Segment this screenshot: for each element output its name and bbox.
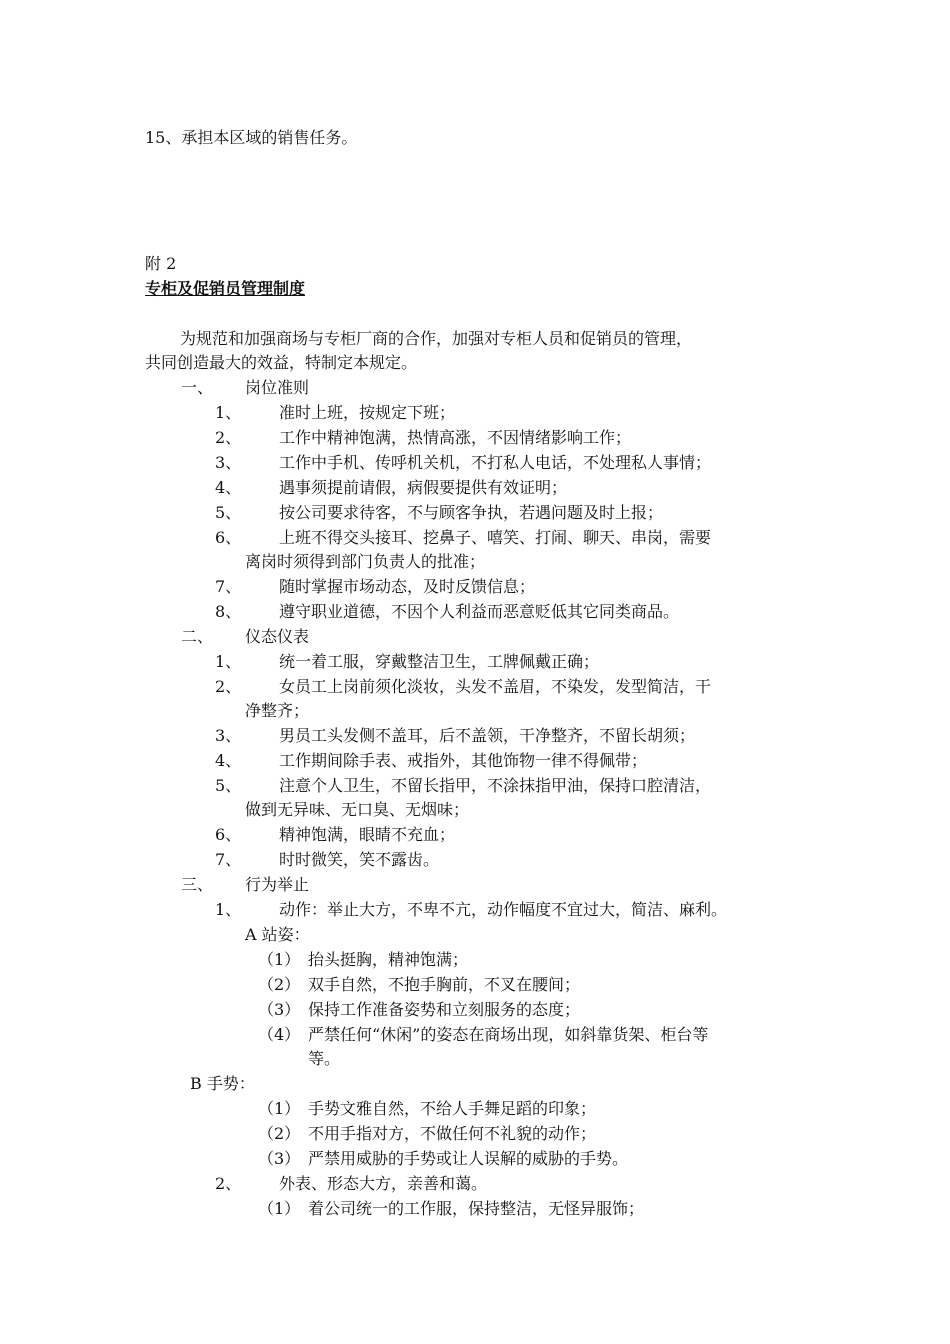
a-item-1-number: （1） bbox=[258, 950, 301, 969]
b-item-2-text: 不用手指对方，不做任何不礼貌的动作； bbox=[308, 1124, 597, 1143]
intro-line-1: 为规范和加强商场与专柜厂商的合作，加强对专柜人员和促销员的管理， bbox=[180, 329, 693, 348]
s1-item-6-number: 6、 bbox=[215, 528, 242, 547]
s1-item-7-number: 7、 bbox=[215, 577, 242, 596]
s2-item-6-text: 精神饱满，眼睛不充血； bbox=[279, 825, 456, 844]
s1-item-4-number: 4、 bbox=[215, 478, 242, 497]
a-item-3-number: （3） bbox=[258, 1000, 301, 1019]
s2-item-3-number: 3、 bbox=[215, 726, 242, 745]
s1-item-6-text-cont: 离岗时须得到部门负责人的批准； bbox=[245, 552, 486, 571]
a-item-1-text: 抬头挺胸，精神饱满； bbox=[308, 950, 469, 969]
s2-item-1-text: 统一着工服，穿戴整洁卫生，工牌佩戴正确； bbox=[279, 652, 600, 671]
a-item-4-number: （4） bbox=[258, 1025, 301, 1044]
standing-posture-label: A 站姿： bbox=[245, 925, 310, 944]
b-item-3-number: （3） bbox=[258, 1149, 301, 1168]
s2-item-5-text-cont: 做到无异味、无口臭、无烟味； bbox=[245, 800, 470, 819]
document-title: 专柜及促销员管理制度 bbox=[145, 279, 306, 298]
intro-line-2: 共同创造最大的效益，特制定本规定。 bbox=[145, 353, 418, 372]
s2-item-3-text: 男员工头发侧不盖耳，后不盖领，干净整齐，不留长胡须； bbox=[279, 726, 696, 745]
s2-item-2-number: 2、 bbox=[215, 677, 242, 696]
s1-item-3-text: 工作中手机、传呼机关机，不打私人电话，不处理私人事情； bbox=[279, 453, 712, 472]
s3-item-2-text: 外表、形态大方，亲善和蔼。 bbox=[279, 1174, 488, 1193]
s2-item-2-text-cont: 净整齐； bbox=[245, 701, 310, 720]
b-item-1-text: 手势文雅自然，不给人手舞足蹈的印象； bbox=[308, 1099, 597, 1118]
c-item-1-number: （1） bbox=[258, 1199, 301, 1218]
s1-item-2-text: 工作中精神饱满，热情高涨，不因情绪影响工作； bbox=[279, 428, 632, 447]
s1-item-6-text: 上班不得交头接耳、挖鼻子、嘻笑、打闹、聊天、串岗，需要 bbox=[279, 528, 712, 547]
a-item-2-number: （2） bbox=[258, 975, 301, 994]
s2-item-4-text: 工作期间除手表、戒指外，其他饰物一律不得佩带； bbox=[279, 751, 648, 770]
section-3-title: 行为举止 bbox=[245, 875, 310, 894]
item-15: 15、承担本区域的销售任务。 bbox=[145, 128, 358, 147]
s2-item-5-number: 5、 bbox=[215, 776, 242, 795]
s1-item-5-number: 5、 bbox=[215, 503, 242, 522]
section-2-title: 仪态仪表 bbox=[245, 627, 310, 646]
b-item-1-number: （1） bbox=[258, 1099, 301, 1118]
a-item-3-text: 保持工作准备姿势和立刻服务的态度； bbox=[308, 1000, 581, 1019]
s1-item-8-text: 遵守职业道德，不因个人利益而恶意贬低其它同类商品。 bbox=[279, 602, 680, 621]
s2-item-4-number: 4、 bbox=[215, 751, 242, 770]
a-item-2-text: 双手自然，不抱手胸前，不叉在腰间； bbox=[308, 975, 581, 994]
gesture-label: B 手势： bbox=[190, 1074, 255, 1093]
s2-item-7-number: 7、 bbox=[215, 850, 242, 869]
section-1-number: 一、 bbox=[181, 378, 214, 397]
a-item-4-text: 严禁任何“休闲”的姿态在商场出现，如斜靠货架、柜台等 bbox=[308, 1025, 709, 1044]
s1-item-5-text: 按公司要求待客，不与顾客争执，若遇问题及时上报； bbox=[279, 503, 664, 522]
s2-item-2-text: 女员工上岗前须化淡妆，头发不盖眉，不染发，发型简洁，干 bbox=[279, 677, 712, 696]
s2-item-7-text: 时时微笑，笑不露齿。 bbox=[279, 850, 440, 869]
s1-item-1-number: 1、 bbox=[215, 403, 242, 422]
section-2-number: 二、 bbox=[181, 627, 214, 646]
s1-item-7-text: 随时掌握市场动态，及时反馈信息； bbox=[279, 577, 536, 596]
b-item-3-text: 严禁用威胁的手势或让人误解的威胁的手势。 bbox=[308, 1149, 629, 1168]
s2-item-1-number: 1、 bbox=[215, 652, 242, 671]
section-3-number: 三、 bbox=[181, 875, 214, 894]
a-item-4-text-cont: 等。 bbox=[308, 1049, 341, 1068]
s2-item-5-text: 注意个人卫生，不留长指甲，不涂抹指甲油，保持口腔清洁， bbox=[279, 776, 712, 795]
b-item-2-number: （2） bbox=[258, 1124, 301, 1143]
s3-item-1-number: 1、 bbox=[215, 900, 242, 919]
s1-item-4-text: 遇事须提前请假，病假要提供有效证明； bbox=[279, 478, 568, 497]
section-1-title: 岗位准则 bbox=[245, 378, 310, 397]
s1-item-3-number: 3、 bbox=[215, 453, 242, 472]
appendix-label: 附 2 bbox=[145, 254, 177, 273]
s3-item-2-number: 2、 bbox=[215, 1174, 242, 1193]
c-item-1-text: 着公司统一的工作服，保持整洁，无怪异服饰； bbox=[308, 1199, 645, 1218]
s1-item-2-number: 2、 bbox=[215, 428, 242, 447]
s3-item-1-text: 动作：举止大方，不卑不亢，动作幅度不宜过大，简洁、麻利。 bbox=[279, 900, 728, 919]
s1-item-1-text: 准时上班，按规定下班； bbox=[279, 403, 456, 422]
s2-item-6-number: 6、 bbox=[215, 825, 242, 844]
s1-item-8-number: 8、 bbox=[215, 602, 242, 621]
